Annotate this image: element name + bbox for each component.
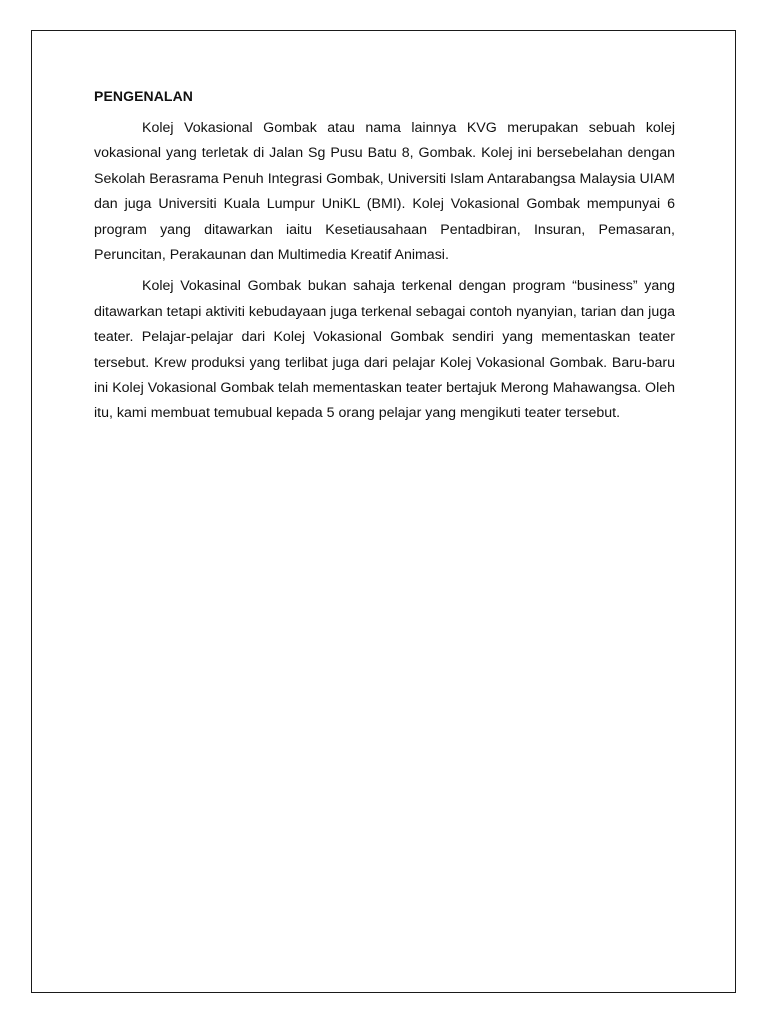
document-body [94, 84, 675, 433]
section-heading: PENGENALAN [94, 88, 194, 104]
paragraph-introduction: Kolej Vokasional Gombak atau nama lainnya KVG merupakan sebuah kolej vokasional yang terletak di Jalan Sg Pusu Batu 8, Gombak. Kolej ini bersebelahan dengan Sekolah Berasrama Penuh Integrasi Gombak, Universiti Islam Antarabangsa Malaysia UIAM dan juga Universiti Kuala Lumpur UniKL (BMI). Kolej Vokasional Gombak mempunyai 6 program yang ditawarkan iaitu Kesetiausahaan Pentadbiran, Insuran, Pemasaran, Peruncitan, Perakaunan dan Multimedia Kreatif Animasi. [94, 120, 675, 264]
paragraph-activities: Kolej Vokasinal Gombak bukan sahaja terkenal dengan program “business” yang ditawarkan tetapi aktiviti kebudayaan juga terkenal sebagai contoh nyanyian, tarian dan juga teater. Pelajar-pelajar dari Kolej Vokasional Gombak sendiri yang mementaskan teater tersebut. Krew produksi yang terlibat juga dari pelajar Kolej Vokasional Gombak. Baru-baru ini Kolej Vokasional Gombak telah mementaskan teater bertajuk Merong Mahawangsa. Oleh itu, kami membuat temubual kepada 5 orang pelajar yang mengikuti teater tersebut. [94, 278, 675, 422]
